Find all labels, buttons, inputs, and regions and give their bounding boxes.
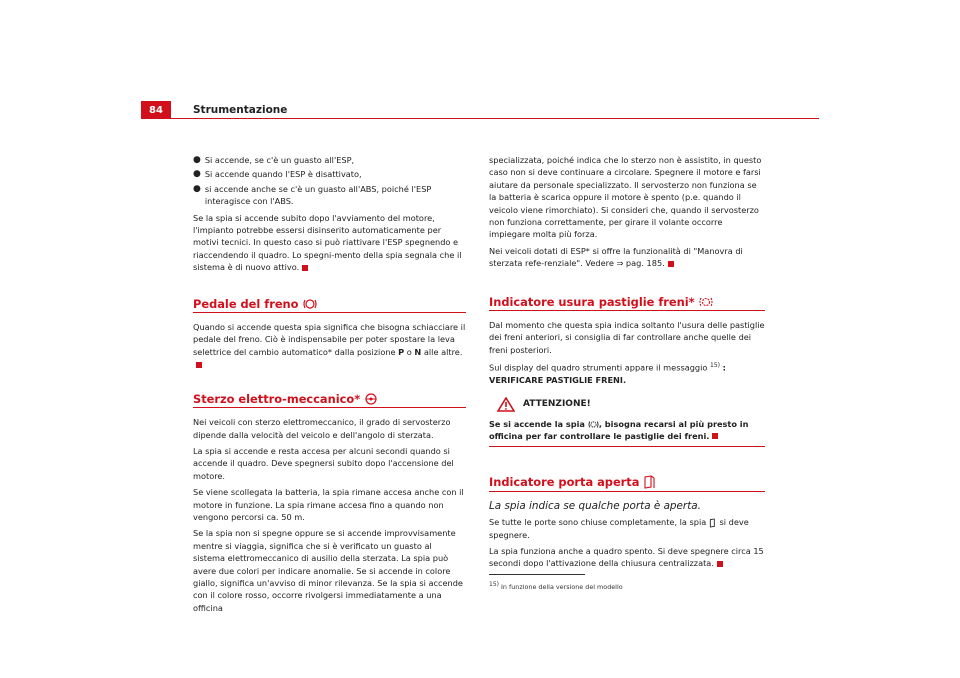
footnote: $^{15)}$ In funzione della versione del modello bbox=[489, 580, 623, 591]
header-rule bbox=[171, 118, 819, 119]
brake-pad-icon bbox=[588, 420, 599, 429]
end-mark bbox=[668, 261, 674, 267]
door-open-icon bbox=[709, 518, 717, 528]
section-title-pastiglie: Indicatore usura pastiglie freni* bbox=[489, 296, 765, 308]
sterzo-paragraph-3: Se viene scollegata la batteria, la spia rimane accesa anche con il motore in funzione. La spia rimane accesa fino a quando non vengono percorsi ca. 50 m. bbox=[193, 487, 464, 522]
bullet-icon: ● bbox=[193, 169, 201, 180]
page-title: Strumentazione bbox=[193, 104, 288, 116]
porta-paragraph-2: La spia funziona anche a quadro spento. Si deve spegnere circa 15 secondi dopo l'attivazione della chiusura centralizzata. bbox=[489, 546, 764, 569]
warning-text: Se si accende la spia , bisogna recarsi al più presto in officina per far controllare le pastiglie dei freni. bbox=[489, 418, 749, 441]
end-mark bbox=[196, 362, 202, 368]
door-open-icon bbox=[643, 475, 655, 489]
warning-triangle-icon bbox=[497, 397, 515, 412]
brake-pad-icon bbox=[699, 296, 713, 308]
end-mark bbox=[302, 265, 308, 271]
list-item: ● Si accende quando l'ESP è disattivato, bbox=[193, 169, 362, 180]
end-mark bbox=[712, 433, 718, 439]
section-rule bbox=[193, 312, 466, 313]
bullet-icon: ● bbox=[193, 155, 201, 165]
left-column bbox=[193, 154, 466, 618]
brake-pedal-icon bbox=[303, 298, 317, 310]
steering-icon bbox=[364, 393, 378, 405]
right-column bbox=[489, 154, 765, 593]
bullet-icon: ● bbox=[193, 183, 201, 194]
pastiglie-paragraph-1: Dal momento che questa spia indica soltanto l'usura delle pastiglie dei freni anteriori, si consiglia di far controllare anche quelle dei freni posteriori. bbox=[489, 320, 765, 355]
pedale-paragraph: Quando si accende questa spia significa che bisogna schiacciare il pedale del freno. Ciò è indispensabile per poter spostare la leva selettrice del cambio automatico* dalla posizione P o N alle altre. bbox=[193, 321, 466, 371]
esp-reference-paragraph: Nei veicoli dotati di ESP* si offre la funzionalità di "Manovra di sterzata refe-renziale". Vedere ⇒ pag. 185. bbox=[489, 245, 743, 269]
section-title-pedale: Pedale del freno bbox=[193, 298, 466, 310]
section-rule bbox=[489, 310, 765, 311]
sterzo-paragraph-2: La spia si accende e resta accesa per alcuni secondi quando si accende il quadro. Deve spegnersi subito dopo l'accensione del motore. bbox=[193, 445, 454, 481]
section-rule bbox=[489, 491, 765, 492]
continuation-paragraph: specializzata, poiché indica che lo sterzo non è assistito, in questo caso non si deve continuare a circolare. Spegnere il motore e farsi aiutare da personale specializzato. Il servosterzo non funziona se la batteria è scarica oppure il motore è spento (p.e. quando il veicolo viene rimorchiato). Si consideri che, quando il servosterzo non funziona correttamente, per girare il volante occorre impiegare molta più forza. bbox=[489, 155, 762, 240]
warning-header: ATTENZIONE! bbox=[497, 397, 765, 412]
footnote-ref: 15) bbox=[710, 362, 721, 370]
warning-box bbox=[489, 395, 765, 447]
esp-paragraph: Se la spia si accende subito dopo l'avviamento del motore, l'impianto potrebbe essersi disinserito automaticamente per motivi tecnici. In questo caso si può riattivare l'ESP spegnendo e riaccendendo il quadro. Lo spegni-mento della spia segnala che il sistema è di nuovo attivo. bbox=[193, 212, 462, 273]
list-item: ● Si accende, se c'è un guasto all'ESP, bbox=[193, 155, 355, 165]
porta-lead: La spia indica se qualche porta è aperta. bbox=[489, 499, 701, 512]
porta-paragraph-1: Se tutte le porte sono chiuse completamente, la spia si deve spegnere. bbox=[489, 517, 749, 540]
page-number: 84 bbox=[141, 101, 171, 119]
section-rule bbox=[193, 407, 466, 408]
pastiglie-paragraph-2: Sul display del quadro strumenti appare il messaggio $^{15)}$ : VERIFICARE PASTIGLIE FRENI. bbox=[489, 362, 726, 386]
section-title-sterzo: Sterzo elettro-meccanico* bbox=[193, 393, 466, 405]
list-item: ● si accende anche se c'è un guasto all'ABS, poiché l'ESP interagisce con l'ABS. bbox=[193, 183, 432, 207]
sterzo-paragraph-1: Nei veicoli con sterzo elettromeccanico, il grado di servosterzo dipende dalla velocità del veicolo e dell'angolo di sterzata. bbox=[193, 417, 451, 440]
section-title-porta: Indicatore porta aperta bbox=[489, 475, 765, 489]
footnote-rule bbox=[489, 574, 585, 575]
sterzo-paragraph-4: Se la spia non si spegne oppure se si accende improvvisamente mentre si viaggia, significa che si è verificato un guasto al sistema elettromeccanico di ausilio della sterzata. La spia può avere due colori per indicare anomalie. Se si accende in colore giallo, significa un'avviso di minor rilevanza. Se la spia si accende con il colore rosso, occorre rivolgersi immediatamente a una officina bbox=[193, 528, 463, 613]
end-mark bbox=[717, 561, 723, 567]
